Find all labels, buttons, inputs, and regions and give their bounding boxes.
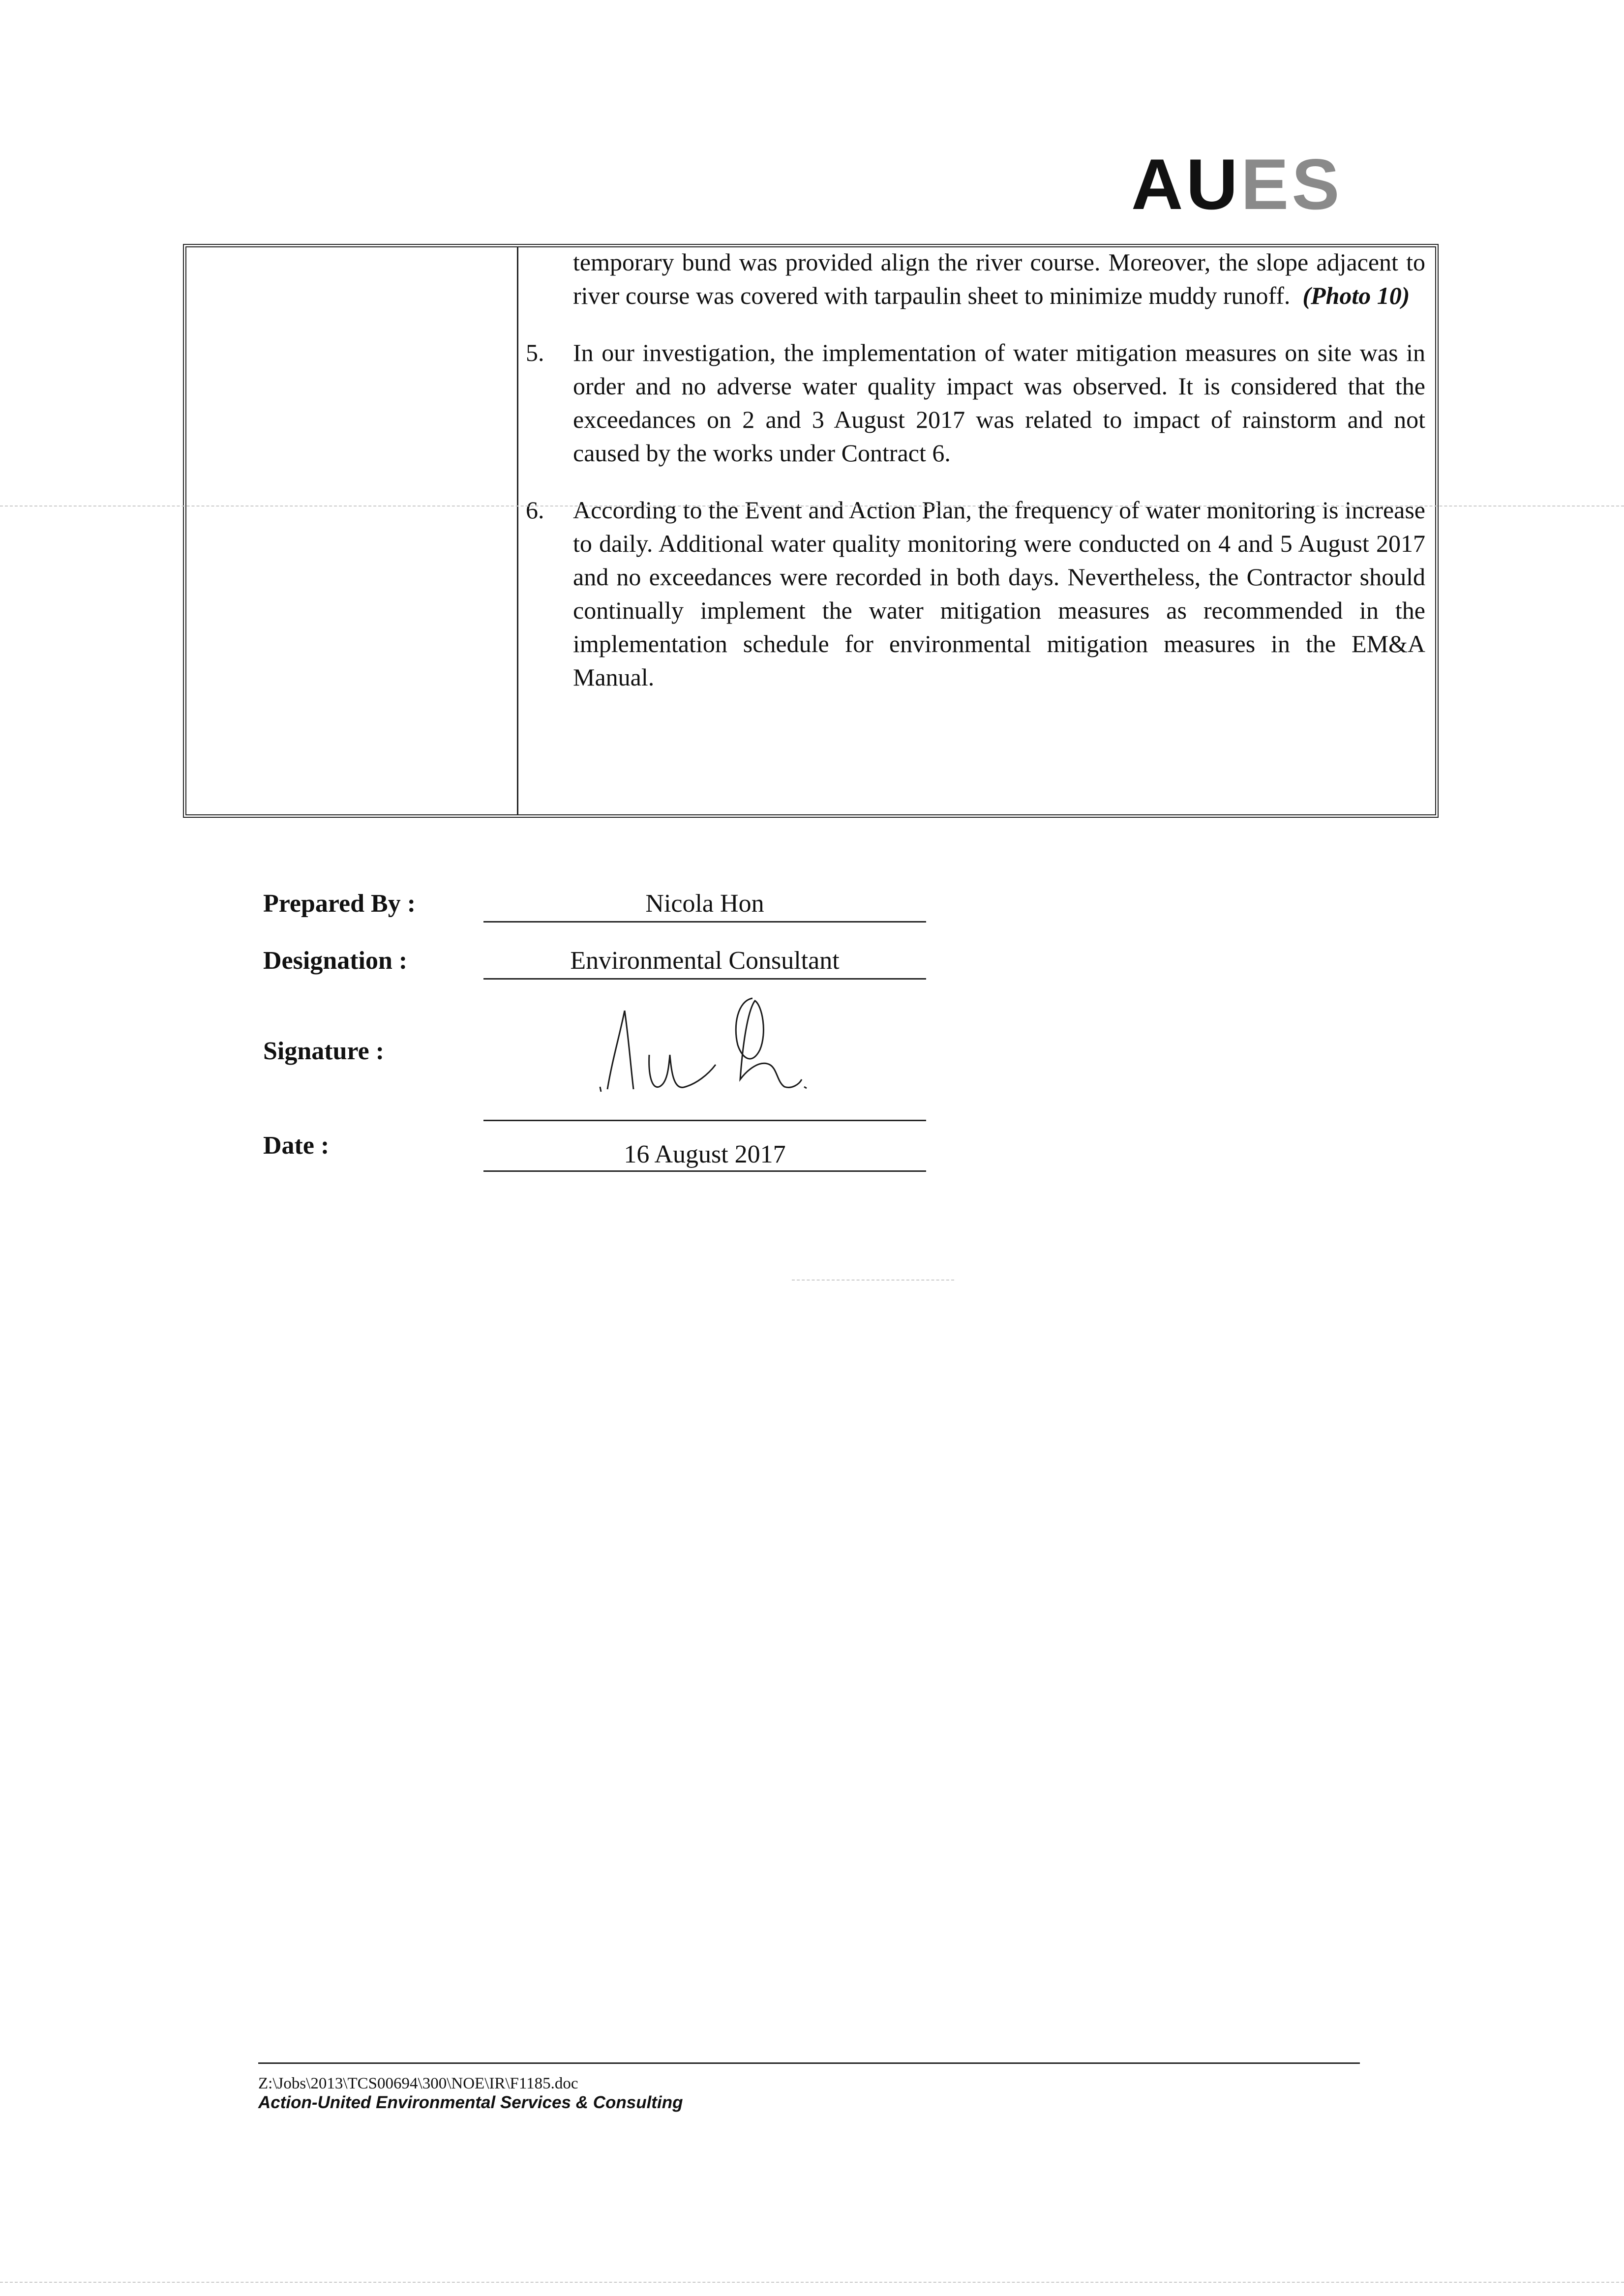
aues-logo <box>1131 144 1343 224</box>
continued-paragraph <box>573 245 1425 312</box>
prepared-by-underline <box>483 921 926 923</box>
scan-artifact-line <box>0 506 1624 507</box>
list-item-text: According to the Event and Action Plan, the frequency of water monitoring is increase to daily. Additional water quality monitoring were conducted on 4 and 5 August 2017 and no exceedances were recorded in both days. Nevertheless, the Contractor should continually implement the water mitigation measures as recommended in the implementation schedule for environmental mitigation measures in the EM&A Manual. <box>573 496 1425 691</box>
mitigation-table <box>183 244 1439 818</box>
prepared-by-value: Nicola Hon <box>645 890 764 918</box>
prepared-by-label: Prepared By : <box>263 890 416 918</box>
footer-rule <box>258 2062 1360 2064</box>
table-content-cell <box>526 247 1425 694</box>
signature-line <box>483 1120 926 1121</box>
list-item-text: In our investigation, the implementation of water mitigation measures on site was in order and no adverse water quality impact was observed. It is considered that the exceedances on 2 and 3 August 2017 was related to impact of rainstorm and not caused by the works under Contract 6. <box>573 339 1425 467</box>
designation-value: Environmental Consultant <box>570 947 840 975</box>
list-item <box>526 336 1425 470</box>
logo-text-plain: AU <box>1131 144 1241 224</box>
photo-reference: (Photo 10) <box>1302 282 1410 309</box>
scan-artifact-line <box>0 2282 1624 2283</box>
signature-label: Signature : <box>263 1037 385 1065</box>
list-item-number: 5. <box>526 339 544 366</box>
date-underline <box>483 1170 926 1172</box>
logo-text-screened: ES <box>1240 144 1343 224</box>
date-label: Date : <box>263 1132 330 1160</box>
list-item-number: 6. <box>526 496 544 524</box>
date-value: 16 August 2017 <box>624 1140 786 1168</box>
continued-paragraph-text: temporary bund was provided align the river course. Moreover, the slope adjacent to river course was covered with tarpaulin sheet to minimize muddy runoff. <box>573 248 1425 309</box>
table-column-divider <box>517 247 518 814</box>
scan-artifact-line <box>792 1280 954 1281</box>
designation-label: Designation : <box>263 947 408 975</box>
footer-company-name: Action-United Environmental Services & Consulting <box>258 2093 683 2112</box>
list-item <box>526 493 1425 694</box>
handwritten-signature <box>590 991 816 1104</box>
footer-file-path: Z:\Jobs\2013\TCS00694\300\NOE\IR\F1185.doc <box>258 2075 578 2092</box>
designation-underline <box>483 978 926 980</box>
